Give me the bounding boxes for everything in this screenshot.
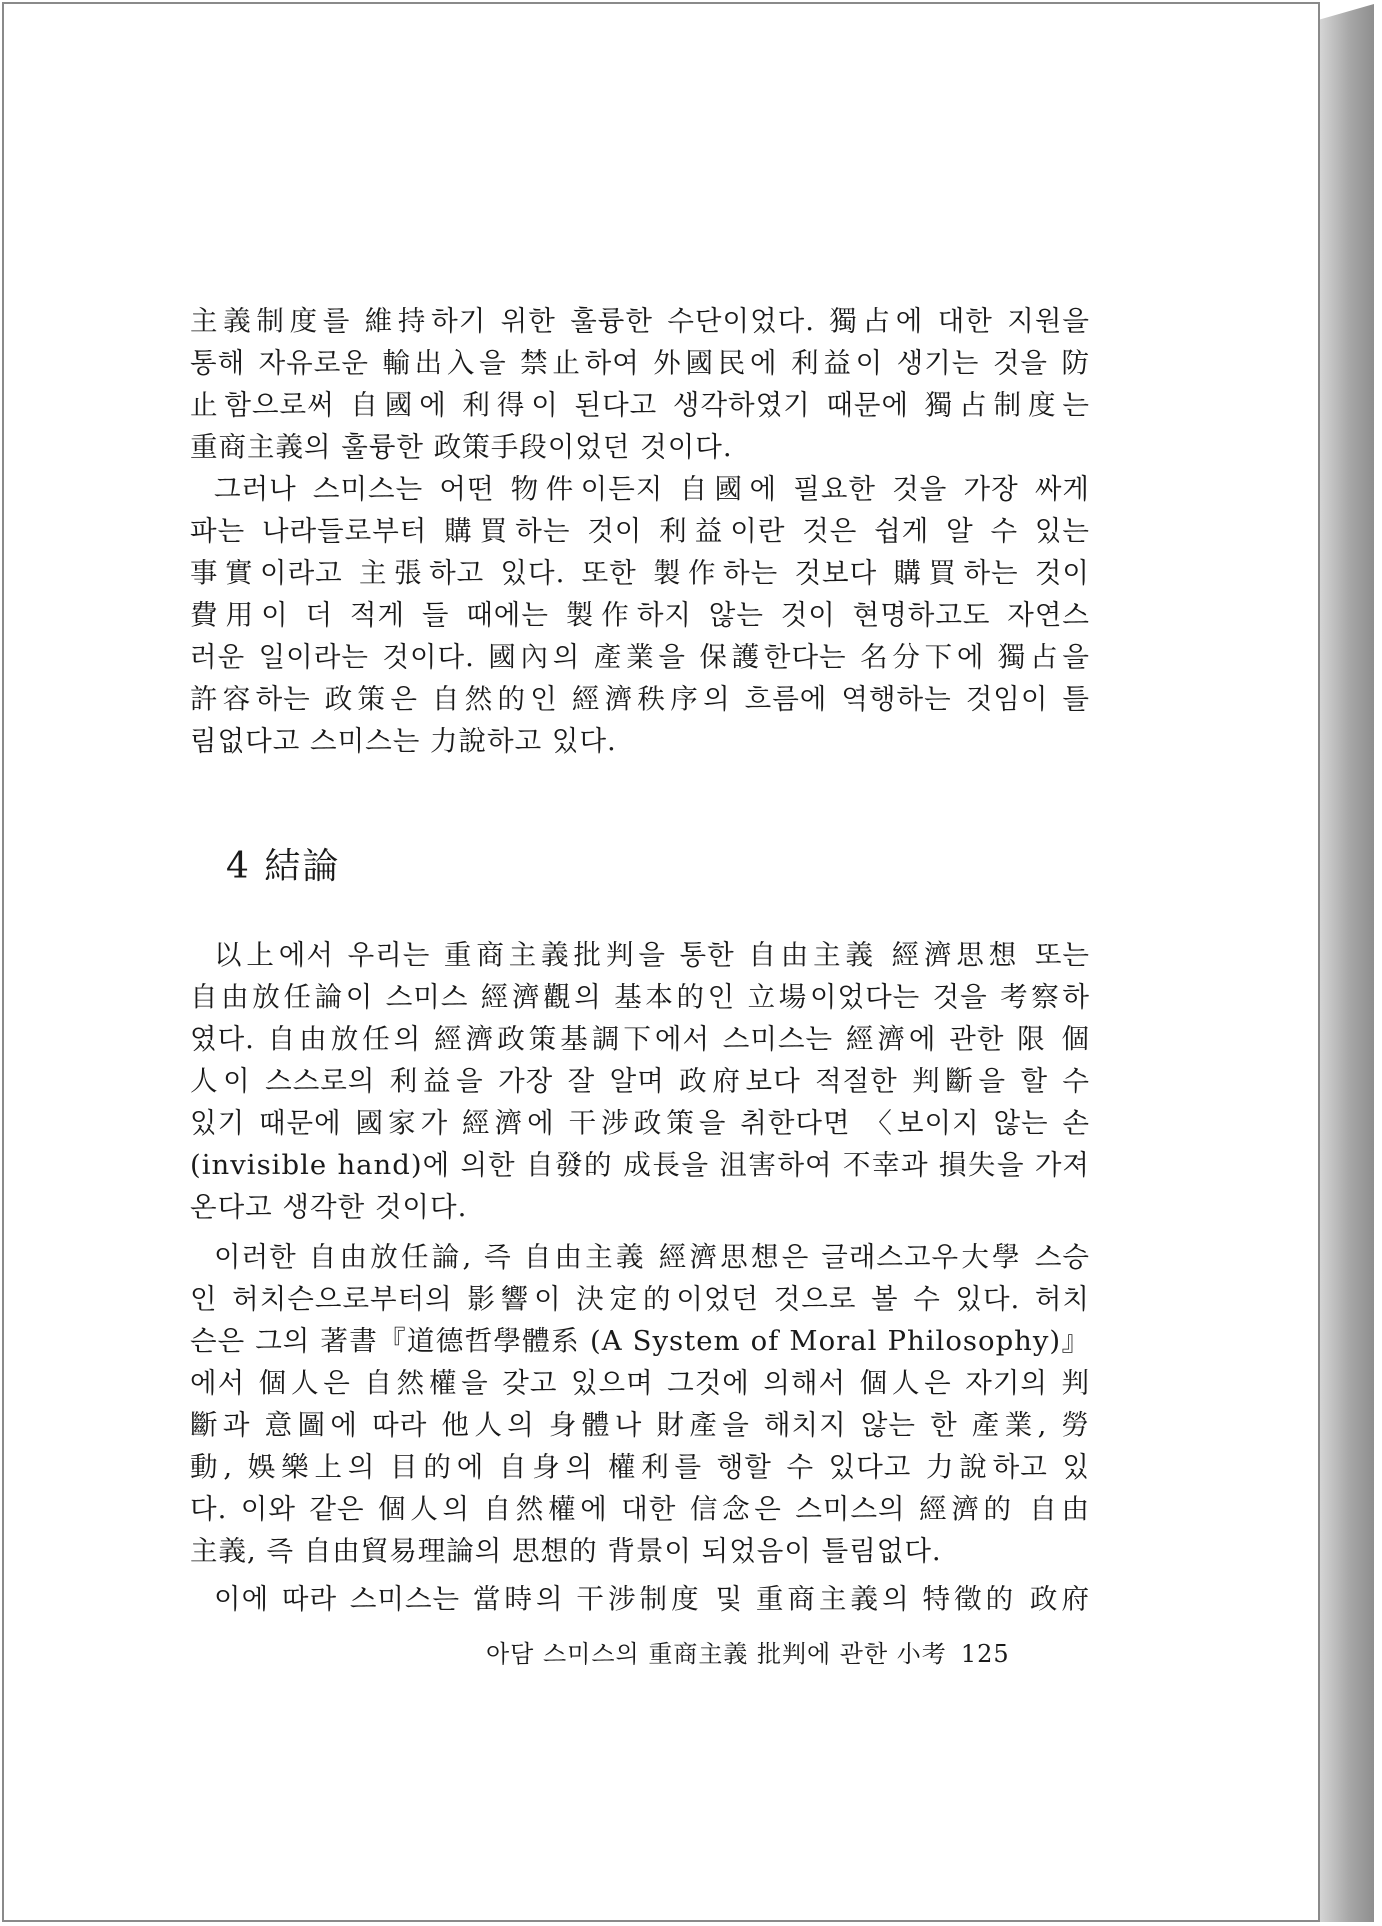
text-line: 다. 이와 같은 個人의 自然權에 대한 信念은 스미스의 經濟的 自由 [190,1493,1090,1525]
paragraph-4 [190,1236,1090,1572]
text-line: 動, 娛樂上의 目的에 自身의 權利를 행할 수 있다고 力說하고 있 [190,1451,1090,1483]
text-line: 主義, 즉 自由貿易理論의 思想的 背景이 되었음이 틀림없다. [190,1535,942,1567]
text-line: 슨은 그의 著書『道德哲學體系 (A System of Moral Philosophy)』 [190,1325,1090,1357]
text-line: 통해 자유로운 輸出入을 禁止하여 外國民에 利益이 생기는 것을 防 [190,347,1090,379]
text-line: 인 허치슨으로부터의 影響이 決定的이었던 것으로 볼 수 있다. 허치 [190,1283,1090,1315]
text-line: 重商主義의 훌륭한 政策手段이었던 것이다. [190,431,733,463]
text-line: 그러나 스미스는 어떤 物件이든지 自國에 필요한 것을 가장 싸게 [214,473,1090,505]
page-stack-edge [1318,4,1374,1922]
text-line: 主義制度를 維持하기 위한 훌륭한 수단이었다. 獨占에 대한 지원을 [190,305,1090,337]
text-line: 였다. 自由放任의 經濟政策基調下에서 스미스는 經濟에 관한 限 個 [190,1023,1090,1055]
running-title: 아담 스미스의 重商主義 批判에 관한 小考 [486,1640,947,1668]
page-footer [486,1634,1056,1669]
text-line: (invisible hand)에 의한 自發的 成長을 沮害하여 不幸과 損失을 가져 [190,1149,1090,1181]
text-line: 費用이 더 적게 들 때에는 製作하지 않는 것이 현명하고도 자연스 [190,599,1090,631]
text-line: 러운 일이라는 것이다. 國內의 產業을 保護한다는 名分下에 獨占을 [190,641,1090,673]
text-line: 斷과 意圖에 따라 他人의 身體나 財產을 해치지 않는 한 產業, 勞 [190,1409,1090,1441]
section-heading: 4 結論 [226,846,341,887]
text-line: 파는 나라들로부터 購買하는 것이 利益이란 것은 쉽게 알 수 있는 [190,515,1090,547]
text-line: 許容하는 政策은 自然的인 經濟秩序의 흐름에 역행하는 것임이 틀 [190,683,1090,715]
text-line: 이에 따라 스미스는 當時의 干涉制度 및 重商主義의 特徵的 政府 [214,1583,1090,1615]
text-line: 이러한 自由放任論, 즉 自由主義 經濟思想은 글래스고우大學 스승 [214,1241,1090,1273]
text-line: 림없다고 스미스는 力說하고 있다. [190,725,617,757]
paragraph-3 [190,934,1090,1228]
text-line: 以上에서 우리는 重商主義批判을 통한 自由主義 經濟思想 또는 [214,939,1090,971]
text-line: 있기 때문에 國家가 經濟에 干涉政策을 취한다면 〈보이지 않는 손 [190,1107,1090,1139]
paragraph-5 [190,1578,1090,1620]
text-line: 人이 스스로의 利益을 가장 잘 알며 政府보다 적절한 判斷을 할 수 [190,1065,1090,1097]
paragraph-1 [190,300,1090,468]
text-line: 止함으로써 自國에 利得이 된다고 생각하였기 때문에 獨占制度는 [190,389,1090,421]
text-line: 온다고 생각한 것이다. [190,1191,468,1223]
text-line: 에서 個人은 自然權을 갖고 있으며 그것에 의해서 個人은 자기의 判 [190,1367,1090,1399]
paragraph-2 [190,468,1090,762]
text-line: 事實이라고 主張하고 있다. 또한 製作하는 것보다 購買하는 것이 [190,557,1090,589]
page-number: 125 [960,1640,1010,1668]
text-line: 自由放任論이 스미스 經濟觀의 基本的인 立場이었다는 것을 考察하 [190,981,1090,1013]
